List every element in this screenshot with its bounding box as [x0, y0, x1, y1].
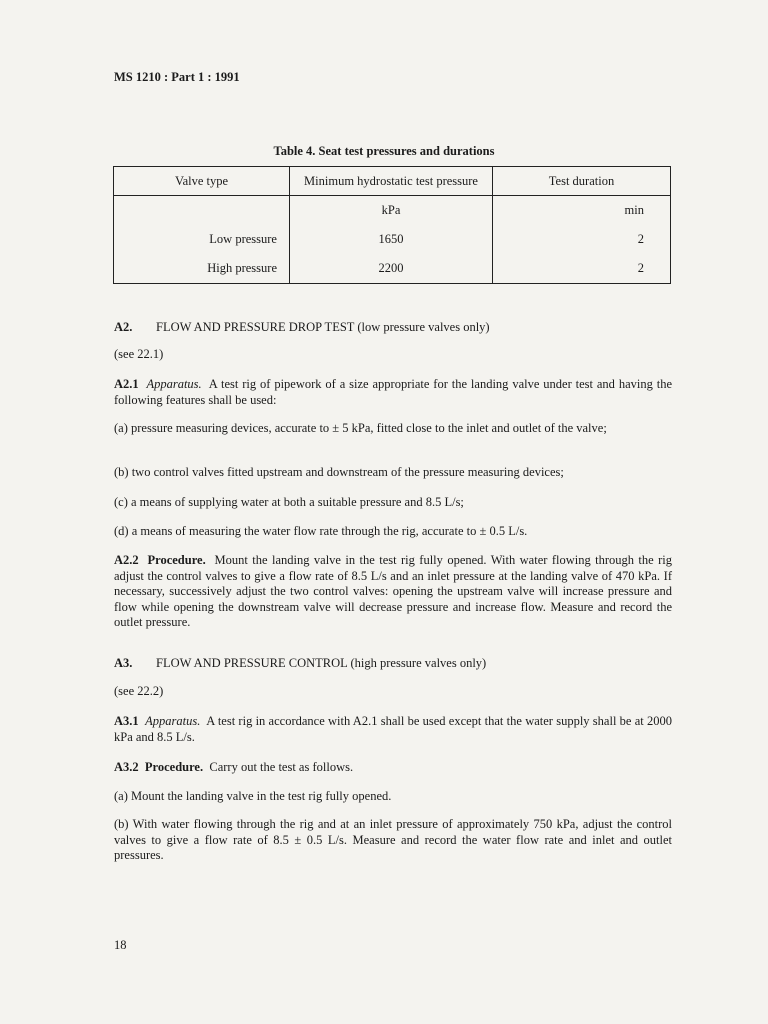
- unit-cell: kPa: [290, 196, 493, 226]
- clause-label: Apparatus.: [146, 377, 202, 391]
- col-header-duration: Test duration: [493, 167, 671, 196]
- list-item: (a) pressure measuring devices, accurate to ± 5 kPa, fitted close to the inlet and outlet of the valve;: [114, 421, 607, 435]
- clause-label: Apparatus.: [145, 714, 201, 728]
- paragraph-a3-2: [114, 760, 672, 776]
- list-item: (b) two control valves fitted upstream and downstream of the pressure measuring devices;: [114, 465, 564, 479]
- section-title: FLOW AND PRESSURE DROP TEST: [156, 320, 355, 334]
- section-number: A2.: [114, 320, 133, 334]
- paragraph-a2-2: [114, 553, 672, 631]
- list-item: (c) a means of supplying water at both a suitable pressure and 8.5 L/s;: [114, 495, 464, 509]
- section-heading-a3: [114, 656, 672, 672]
- clause-text: Carry out the test as follows.: [209, 760, 354, 774]
- list-item: (a) Mount the landing valve in the test rig fully opened.: [114, 789, 392, 803]
- paragraph-a2-1: [114, 377, 672, 408]
- page-number: 18: [114, 938, 127, 952]
- table-caption: Table 4. Seat test pressures and durations: [273, 144, 495, 158]
- table-cell: High pressure: [114, 254, 290, 284]
- section-number: A3.: [114, 656, 133, 670]
- clause-number: A3.2: [114, 760, 139, 774]
- unit-cell: [114, 196, 290, 226]
- section-title-note: (high pressure valves only): [350, 656, 487, 670]
- clause-number: A2.1: [114, 377, 139, 391]
- clause-label: Procedure.: [144, 760, 204, 774]
- clause-text: Mount the landing valve in the test rig fully opened. With water flowing through the rig adjust the control valves to give a flow rate of 8.5 L/s and an inlet pressure at the landing valve of 470 kPa. If necessary, successively adjust the two control valves: opening the upstream valve will increase pressure and flow while opening the downstream valve will decrease pressure and increase flow. Measure and record the outlet pressure.: [114, 553, 673, 629]
- unit-cell: min: [493, 196, 671, 226]
- table-cell: Low pressure: [114, 225, 290, 254]
- col-header-pressure: Minimum hydrostatic test pressure: [290, 167, 493, 196]
- clause-text: A test rig in accordance with A2.1 shall be used except that the water supply shall be at 2000 kPa and 8.5 L/s.: [114, 714, 672, 744]
- clause-label: Procedure.: [147, 553, 206, 567]
- table-row: [114, 225, 671, 254]
- clause-number: A2.2: [114, 553, 139, 567]
- clause-text: A test rig of pipework of a size appropriate for the landing valve under test and having the following features shall be used:: [114, 377, 673, 407]
- see-reference: (see 22.1): [114, 347, 164, 361]
- table-cell: 2: [493, 254, 671, 284]
- paragraph-a3-1: [114, 714, 672, 745]
- table-row: [114, 254, 671, 284]
- table-cell: 2: [493, 225, 671, 254]
- table-units-row: [114, 196, 671, 226]
- col-header-valve-type: Valve type: [114, 167, 290, 196]
- table-cell: 1650: [290, 225, 493, 254]
- table-cell: 2200: [290, 254, 493, 284]
- see-reference: (see 22.2): [114, 684, 164, 698]
- section-title: FLOW AND PRESSURE CONTROL: [156, 656, 348, 670]
- list-item: (b) With water flowing through the rig and at an inlet pressure of approximately 750 kPa, adjust the control valves to give a flow rate of 8.5 ± 0.5 L/s. Measure and record the water flow rate and inlet and outlet pressures.: [114, 817, 672, 862]
- list-item: (d) a means of measuring the water flow rate through the rig, accurate to ± 0.5 L/s.: [114, 524, 528, 538]
- seat-test-table: [113, 166, 671, 284]
- section-title-note: (low pressure valves only): [357, 320, 490, 334]
- document-header: MS 1210 : Part 1 : 1991: [114, 70, 240, 84]
- section-heading-a2: [114, 320, 672, 336]
- clause-number: A3.1: [114, 714, 139, 728]
- table-header-row: [114, 167, 671, 196]
